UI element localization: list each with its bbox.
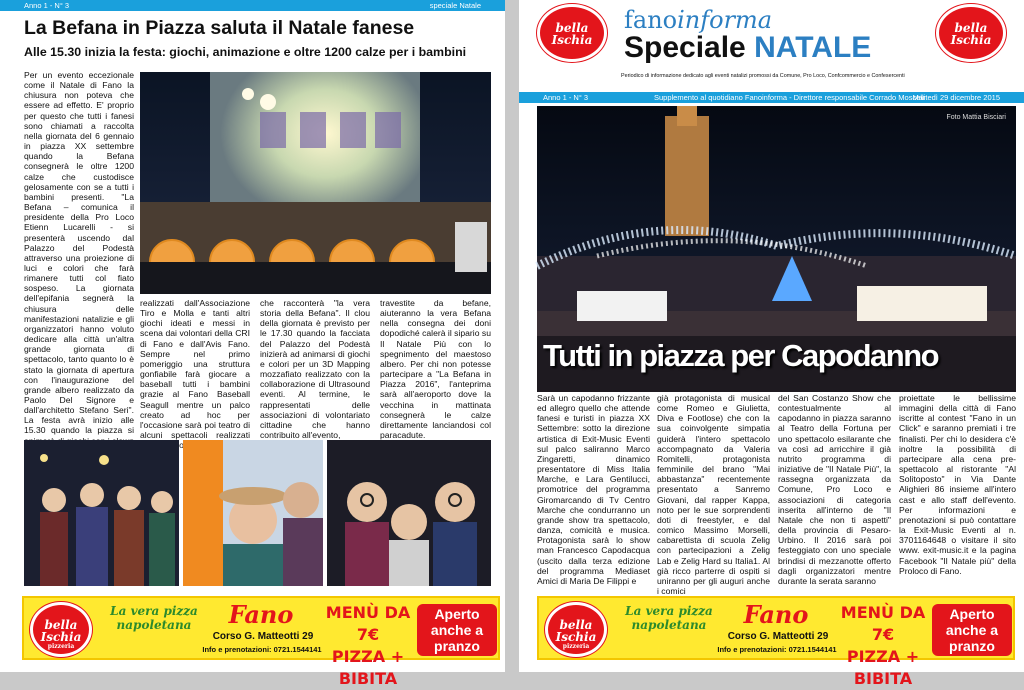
masthead-tagline: Periodico di informazione dedicato agli eventi natalizi promossi da Comune, Pro Loco, Confcommercio e Confesercenti [621,73,905,79]
ad-address: Corso G. Matteotti 29 [727,631,829,642]
article-column-4: proiettate le bellissime immagini della città di Fano iscritte al contest "Fano in un Click" e saranno premiati i tre finalisti. Per chi lo desidera c'è inoltre la possibilità di partecipare alla cena pre-spettacolo al ristorante "Al Solitoposto" in Via Dante Alighieri 86 insieme all'intero cast e allo staff dell'evento. Per informazioni e prenotazioni si può contattare la Exit-Music Eventi al n. 3701164648 o visitare il sito www. exit-music.it e la pagina Facebook "Il Natale più" della Proloco di Fano. [899,393,1016,576]
ad-slogan: La vera pizza napoletana [110,604,198,632]
ad-phone: Info e prenotazioni: 0721.1544141 [202,645,322,654]
masthead-suffix: informa [677,6,773,34]
special-word: Speciale [624,31,746,64]
ad-slogan: La vera pizza napoletana [625,604,713,632]
befana-photo-2 [183,440,323,586]
ad-city: Fano [228,600,294,629]
right-page [519,0,1024,688]
befana-photo-1 [24,440,179,586]
article-column-2: realizzati dall'Associazione Tiro e Molla e tanti altri giochi ideati e messi in scena dai volontari della CRI di Fano e dall'Avis Fano. Sempre nel primo pomeriggio una struttura gonfiabile farà giocare a baseball tutti i bambini grazie al Fano Baseball Seagull mentre un palco creato ad hoc per l'occasione sarà poi teatro di alcuni spettacoli realizzati [140,298,250,441]
left-page [0,0,505,688]
pizzeria-logo-right [936,4,1006,62]
logo-text-1: bella [555,21,589,35]
ad-city: Fano [743,600,809,629]
top-bar [0,0,505,11]
ad-menu-offer: PIZZA + BIBITA [846,647,920,688]
ad-open-badge: Aperto anche a pranzo [932,604,1012,656]
masthead-prefix: fano [624,6,678,34]
article-column-3: del San Costanzo Show che contestualmente al capodanno in piazza saranno al Teatro della Fortuna per uno spettacolo esilarante che va così ad arricchire il già nutrito programma di iniziative de "Il Natale Più", la rassegna organizzata da Comune, Pro Loco e associazioni di categoria inserita all'interno de "Il Natale che non ti aspetti" della provincia di Pesaro-Urbino. Il 2016 sarà poi festeggiato con uno speciale brindisi di mezzanotte offerto dagli organizzatori mentre durante la serata saranno [778,393,891,586]
article-column-3: che racconterà "la vera storia della Befana". Il clou della giornata è previsto per le 17.30 quando la facciata del Palazzo del Podestà inizierà ad animarsi di giochi e colori per un 3D Mapping mozzafiato realizzato con la collaborazione di Ultrasound eventi. Al termine, le rappresentati delle associazioni di volontariato cittadine che hanno contribuito all'evento, [260,298,370,441]
photo-headline: Tutti in piazza per Capodanno [543,338,939,373]
natale-word: NATALE [754,31,872,64]
logo-subtext: pizzeria [562,643,590,650]
article-column-1: Sarà un capodanno frizzante ed allegro quello che attende fanesi e turisti in piazza XX Settembre: sotto la direzione artistica di Exit-Music Eventi sul palco saliranno Marco Zingaretti, dinamico presentatore di Miss Italia Marche, e Lara Gentilucci, promotrice del programma Giromarcando di Tv Centro Marche che condurranno un grande show tra spettacolo, danza, comicità e musica. Protagonista sarà lo show man Francesco Capodacqua (uscito dalla terza edizione del programma Mediaset Amici di Maria De Filippi e [537,393,650,586]
pizzeria-logo-left [537,4,607,62]
issue-label: Anno 1 - N° 3 [543,93,589,102]
pizzeria-logo [545,602,607,657]
logo-text-1: bella [559,618,593,632]
date-label: Martedì 29 dicembre 2015 [912,93,1000,102]
article-column-4: travestite da befane, aiuteranno la vera Befana nella consegna dei doni dopodiché calerà il sipario su Il Natale Più con lo spegnimento del maestoso albero. Per chi non potesse partecipare a "La Befana in Piazza 2016", l'anteprima sarà all'aeroporto dove la vecchina in mattinata consegnerà le calze direttamente lanciandosi col paracadute. [380,298,491,441]
logo-text-2: Ischia [950,33,992,47]
pizzeria-ad-left[interactable] [22,596,500,688]
logo-subtext: pizzeria [47,643,75,650]
article-column-1: Per un evento eccezionale come il Natale di Fano la chiusura non poteva che essere ad effetto. E' proprio per questo che tutti i fanesi sono chiamati a raccolta nella giornata del 6 gennaio in piazza XX settembre quando la Befana consegnerà le oltre 1200 calze che custodisce gelosamente con se a tutti i bambini presenti. "La Befana – comunica il presidente della Pro Loco Etienn Lucarelli - si presenterà uscendo dal Palazzo del Podestà attraverso una proiezione di luci e colori che farà rimanere tutti col fiato sospeso. La giornata dell'epifania segnerà la chiusura delle manifestazioni natalizie e gli organizzatori hanno voluto dedicare alla città un'altra grande giornata di spettacolo, tanto quanto lo è stato la giornata di apertura con l'inaugurazione del grande albero realizzato da Paolo Del Signore e dall'architetto Stefano Seri". La festa avrà inizio alle 15.30 quando la piazza si [24,70,134,436]
ad-menu-price: MENÙ DA 7€ [325,603,411,644]
ad-address: Corso G. Matteotti 29 [212,631,314,642]
logo-text-2: Ischia [555,630,597,644]
logo-text-2: Ischia [40,630,82,644]
issue-label: Anno 1 - N° 3 [24,1,70,10]
issue-bar [519,92,1024,103]
befana-photo-3 [327,440,491,586]
ad-menu-price: MENÙ DA 7€ [840,603,926,644]
ad-open-badge: Aperto anche a pranzo [417,604,497,656]
befana-photo-main [140,72,491,294]
pizzeria-logo [30,602,92,657]
photo-credit: Foto Mattia Bisciari [946,114,1006,121]
subhead: Alle 15.30 inizia la festa: giochi, animazione e oltre 1200 calze per i bambini [24,45,467,59]
piazza-photo [537,106,1016,392]
supplement-label: Supplemento al quotidiano Fanoinforma - Direttore responsabile Corrado Moscelli [654,93,926,102]
pizzeria-ad-right[interactable] [537,596,1015,688]
logo-text-2: Ischia [551,33,593,47]
masthead [624,6,772,34]
ad-phone: Info e prenotazioni: 0721.1544141 [717,645,837,654]
article-column-2: già protagonista di musical come Romeo e Giulietta, Diva e Footlose) che con la sua coinvolgente simpatia guiderà l'intero spettacolo accompagnato da Valeria Romitelli, protagonista femminile del brano "Mai abbastanza" recentemente presentato a Sanremo Giovani, dal rapper Kappa, noto per le sue sorprendenti doti di freestyler, e dal comico Massimo Morselli, cabarettista di scuola Zelig con partecipazioni a Zelig Lab e Zelig Hard su Italia1. Al già ricco parterre di ospiti si uniranno per gli auguri anche i comici [657,393,770,596]
logo-text-1: bella [954,21,988,35]
section-label: speciale Natale [429,1,481,10]
headline: La Befana in Piazza saluta il Natale fanese [24,17,415,39]
ad-menu [839,602,927,690]
logo-text-1: bella [44,618,78,632]
special-title [624,31,871,65]
ad-menu [324,602,412,690]
ad-menu-offer: PIZZA + BIBITA [331,647,405,688]
